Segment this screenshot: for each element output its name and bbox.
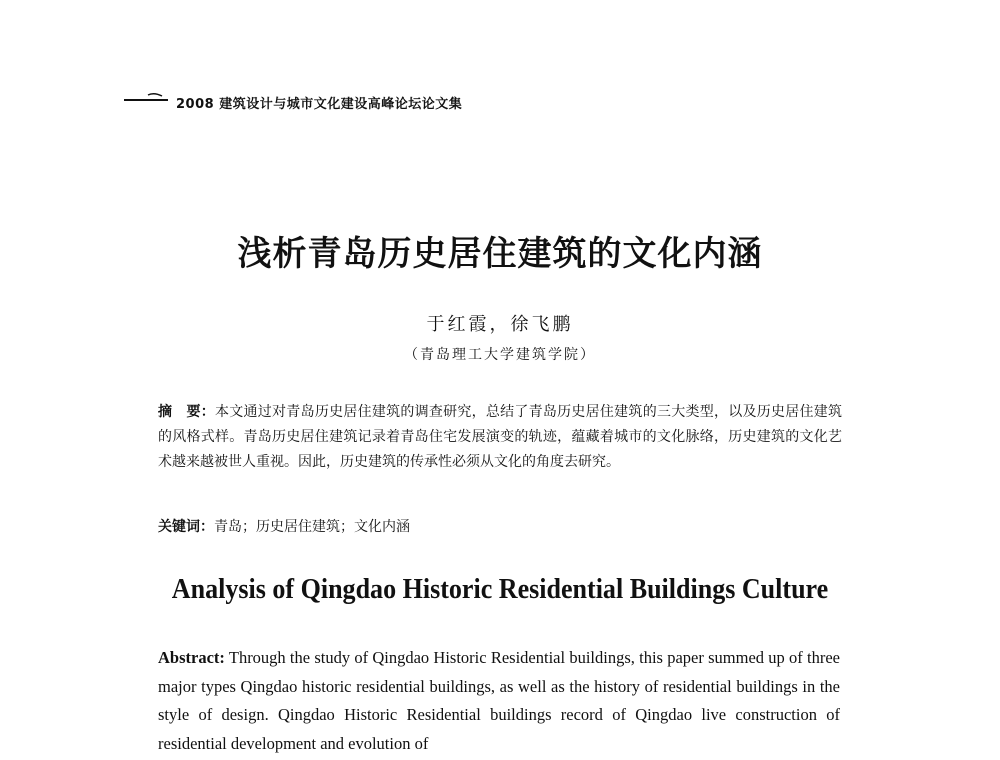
keywords-cn bbox=[158, 515, 842, 540]
abstract-cn-label: 摘 要： bbox=[158, 404, 216, 420]
keywords-label: 关键词： bbox=[158, 519, 214, 535]
abstract-en bbox=[158, 644, 840, 758]
keywords-text: 青岛；历史居住建筑；文化内涵 bbox=[214, 519, 410, 535]
abstract-en-text: Through the study of Qingdao Historic Residential buildings, this paper summed up of three major types Qingdao historic residential buildings, as well as the history of residential buildings in the style of design. Qingdao Historic Residential buildings record of Qingdao live construction of residential development and evolution of bbox=[158, 648, 840, 753]
running-header bbox=[118, 80, 462, 120]
paper-authors: 于红霞，徐飞鹏 bbox=[426, 314, 574, 335]
conference-logo-icon bbox=[118, 80, 170, 120]
paper-title-en: Analysis of Qingdao Historic Residential Buildings Culture bbox=[171, 574, 829, 605]
series-title: 2008 建筑设计与城市文化建设高峰论坛论文集 bbox=[176, 96, 463, 112]
paper-affiliation: （青岛理工大学建筑学院） bbox=[404, 347, 596, 363]
abstract-cn bbox=[158, 400, 842, 475]
paper-title-cn: 浅析青岛历史居住建筑的文化内涵 bbox=[237, 234, 763, 274]
abstract-cn-text: 本文通过对青岛历史居住建筑的调查研究，总结了青岛历史居住建筑的三大类型，以及历史居住建筑的风格式样。青岛历史居住建筑记录着青岛住宅发展演变的轨迹，蕴藏着城市的文化脉络，历史建筑的文化艺术越来越被世人重视。因此，历史建筑的传承性必须从文化的角度去研究。 bbox=[158, 404, 843, 470]
abstract-en-label: Abstract: bbox=[158, 648, 225, 667]
